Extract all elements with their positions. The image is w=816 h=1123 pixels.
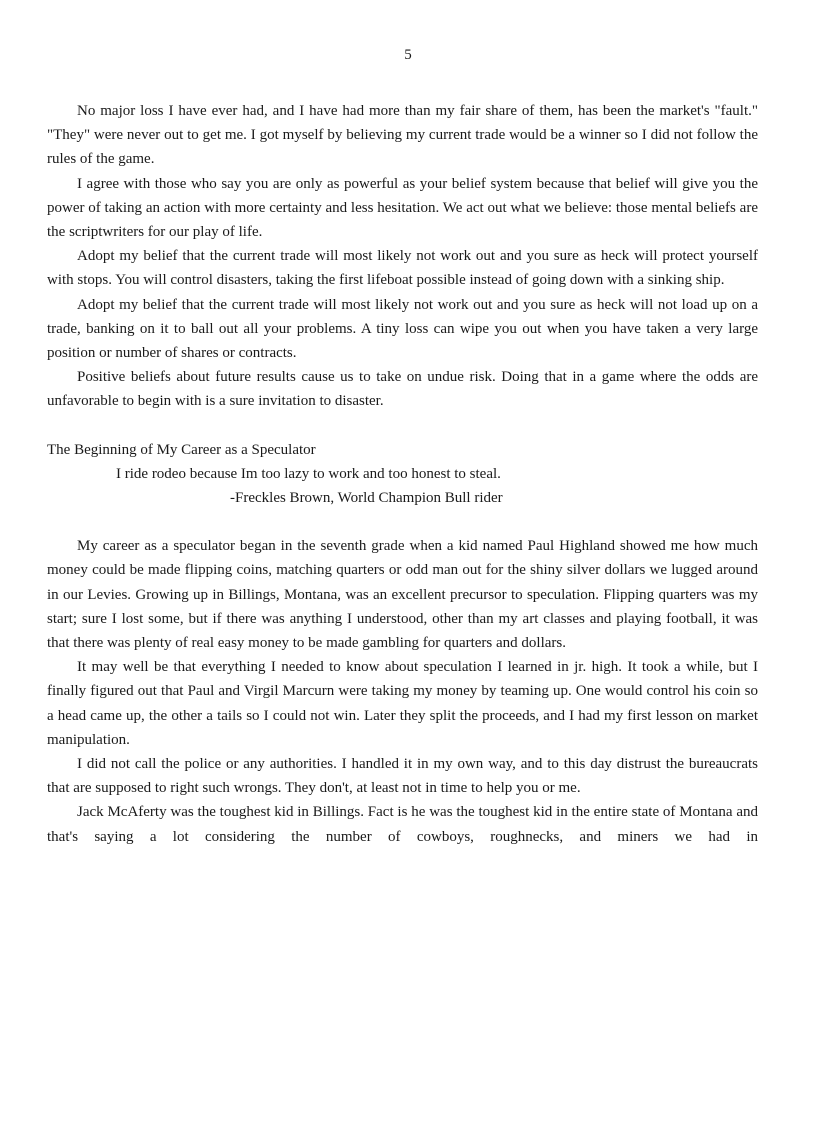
paragraph: Adopt my belief that the current trade will most likely not work out and you sure as heck will protect yourself with stops. You will control disasters, taking the first lifeboat possible instead of going down with a sinking ship. [47,248,758,289]
paragraph: Adopt my belief that the current trade will most likely not work out and you sure as heck will not load up on a trade, banking on it to ball out all your problems. A tiny loss can wipe you out when you have taken a very large position or number of shares or contracts. [47,296,758,362]
spacer [47,510,758,534]
paragraph: It may well be that everything I needed to know about speculation I learned in jr. high. It took a while, but I finally figured out that Paul and Virgil Marcurn were taking my money by teaming up. One would control his coin so a head came up, the other a tails so I could not win. Later they split the proceeds, and I had my first lesson on market manipulation. [47,659,758,748]
paragraph: I did not call the police or any authorities. I handled it in my own way, and to this day distrust the bureaucrats that are supposed to right such wrongs. They don't, at least not in time to help you or me. [47,756,758,797]
section-heading: The Beginning of My Career as a Speculator [47,441,316,458]
page-number: 5 [404,47,412,63]
paragraph: Jack McAferty was the toughest kid in Billings. Fact is he was the toughest kid in the entire state of Montana and that's saying a lot considering the number of cowboys, roughnecks, and miners we had in [47,804,758,845]
paragraph: My career as a speculator began in the seventh grade when a kid named Paul Highland showed me how much money could be made flipping coins, matching quarters or odd man out for the shiny silver dollars we lugged around in our Levies. Growing up in Billings, Montana, was an excellent precursor to speculation. Flipping quarters was my start; sure I lost some, but if there was anything I understood, other than my art classes and playing football, it was that there was plenty of real easy money to be made gambling for quarters and dollars. [47,538,758,652]
paragraph: No major loss I have ever had, and I have had more than my fair share of them, has been the market's "fault." "They" were never out to get me. I got myself by believing my current trade would be a winner so I did not follow the rules of the game. [47,103,758,168]
document-page [47,0,758,1123]
epigraph-quote: I ride rodeo because Im too lazy to work and too honest to steal. [116,465,501,482]
paragraph: Positive beliefs about future results cause us to take on undue risk. Doing that in a game where the odds are unfavorable to begin with is a sure invitation to disaster. [47,369,758,410]
body-text [47,99,758,849]
paragraph: I agree with those who say you are only as powerful as your belief system because that belief will give you the power of taking an action with more certainty and less hesitation. We act out what we believe: those mental beliefs are the scriptwriters for our play of life. [47,175,758,241]
epigraph-attribution: -Freckles Brown, World Champion Bull rider [230,490,503,507]
spacer [47,414,758,438]
